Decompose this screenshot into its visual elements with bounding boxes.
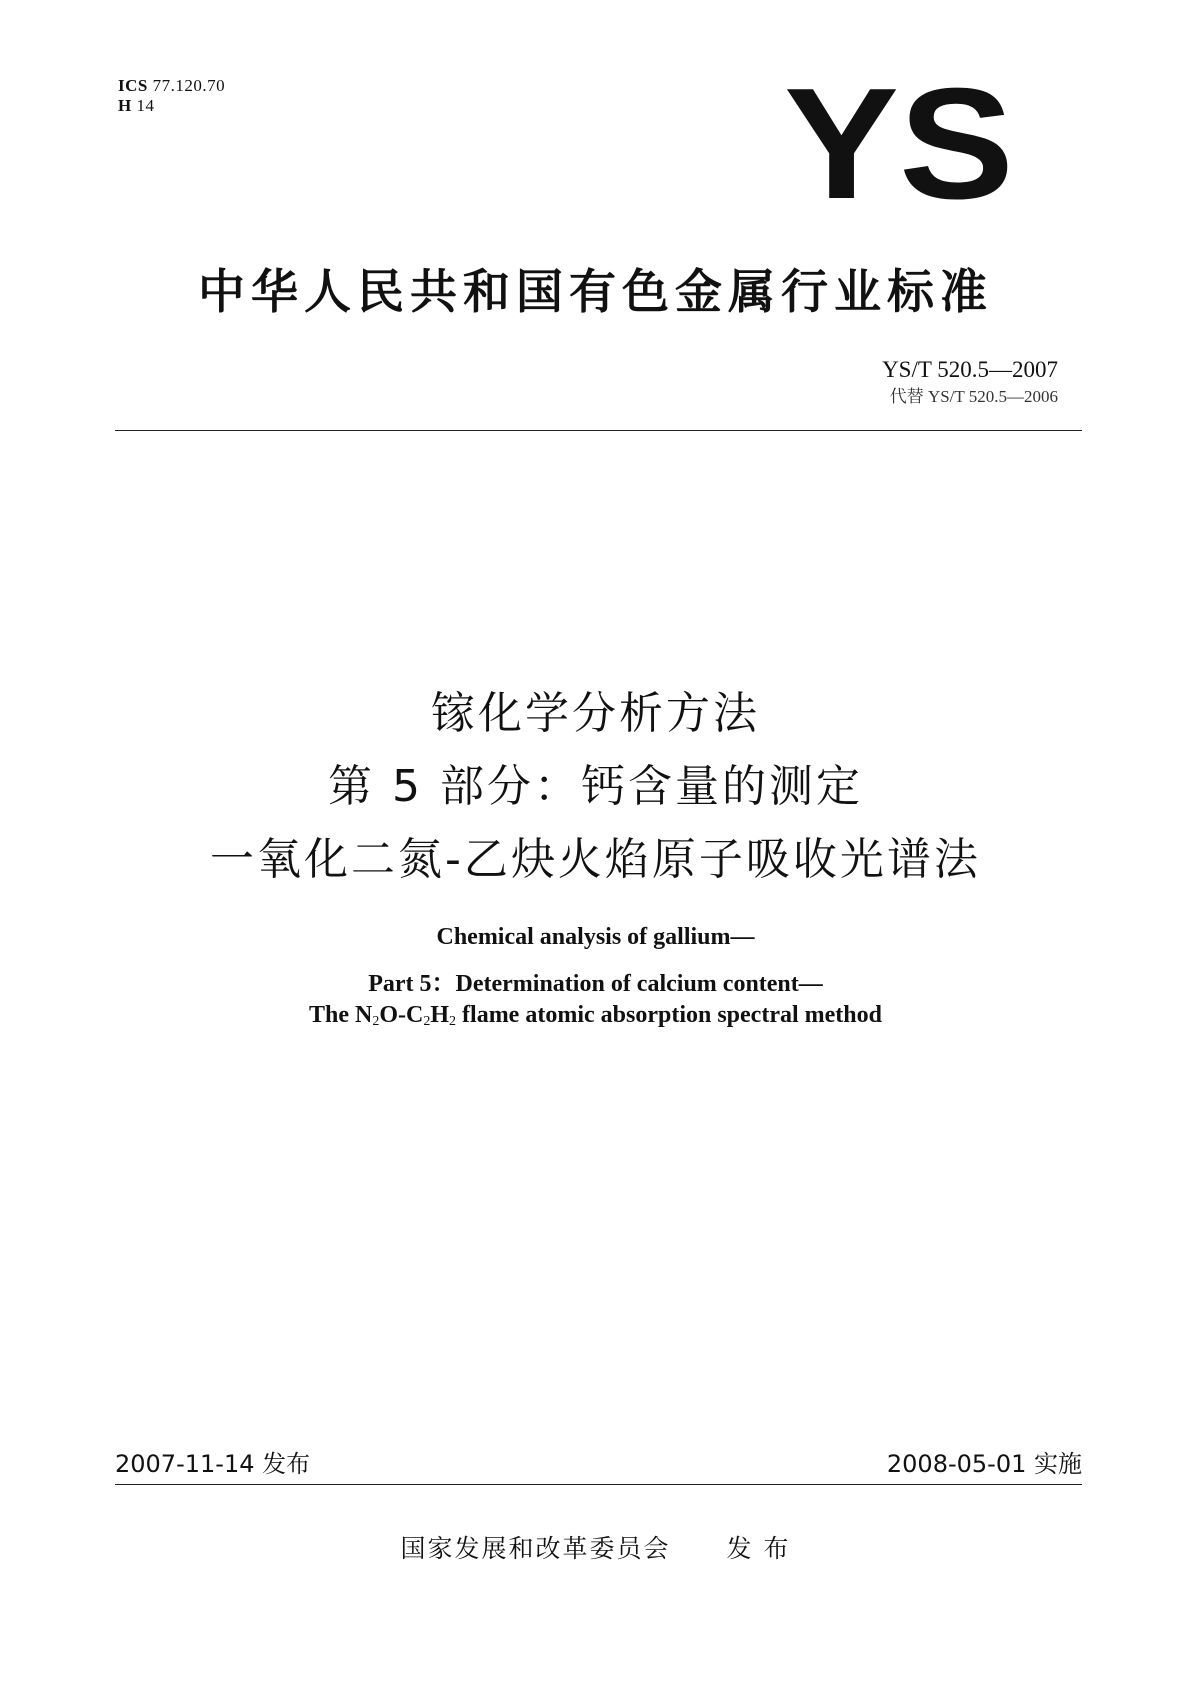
- ccs-line: [118, 96, 225, 116]
- issue-date: 2007-11-14 发布: [115, 1450, 311, 1478]
- replaces-standard: 代替 YS/T 520.5—2006: [889, 387, 1058, 406]
- organization-title: 中华人民共和国有色金属行业标准: [198, 265, 993, 320]
- en-title-line2: Part 5：Determination of calcium content—: [368, 971, 823, 997]
- cn-title-line1: 镓化学分析方法: [431, 688, 760, 739]
- en-title-line3: The $N_2O-C_2H_2$ flame atomic absorption spectral method: [309, 1002, 882, 1029]
- ccs-code: 14: [136, 96, 155, 115]
- cn-title-line3: 一氧化二氮-乙炔火焰原子吸收光谱法: [210, 834, 981, 885]
- ics-label: ICS: [118, 76, 148, 95]
- publisher-action: 发 布: [726, 1534, 791, 1563]
- ys-logo-text: YS: [784, 72, 1014, 222]
- classification-codes: [118, 76, 225, 116]
- en-title-line1: Chemical analysis of gallium—: [436, 924, 755, 950]
- ccs-label: H: [118, 96, 132, 115]
- top-divider: [115, 430, 1082, 431]
- standard-number: YS/T 520.5—2007: [882, 357, 1058, 382]
- publisher: [0, 1529, 1191, 1565]
- bottom-divider: [115, 1484, 1082, 1485]
- ys-logo: [782, 72, 1017, 222]
- implementation-date: 2008-05-01 实施: [886, 1450, 1082, 1478]
- ics-line: [118, 76, 225, 96]
- publisher-name: 国家发展和改革委员会: [400, 1534, 671, 1563]
- cn-title-line2: 第 5 部分：钙含量的测定: [328, 761, 863, 812]
- ics-code: 77.120.70: [152, 76, 226, 95]
